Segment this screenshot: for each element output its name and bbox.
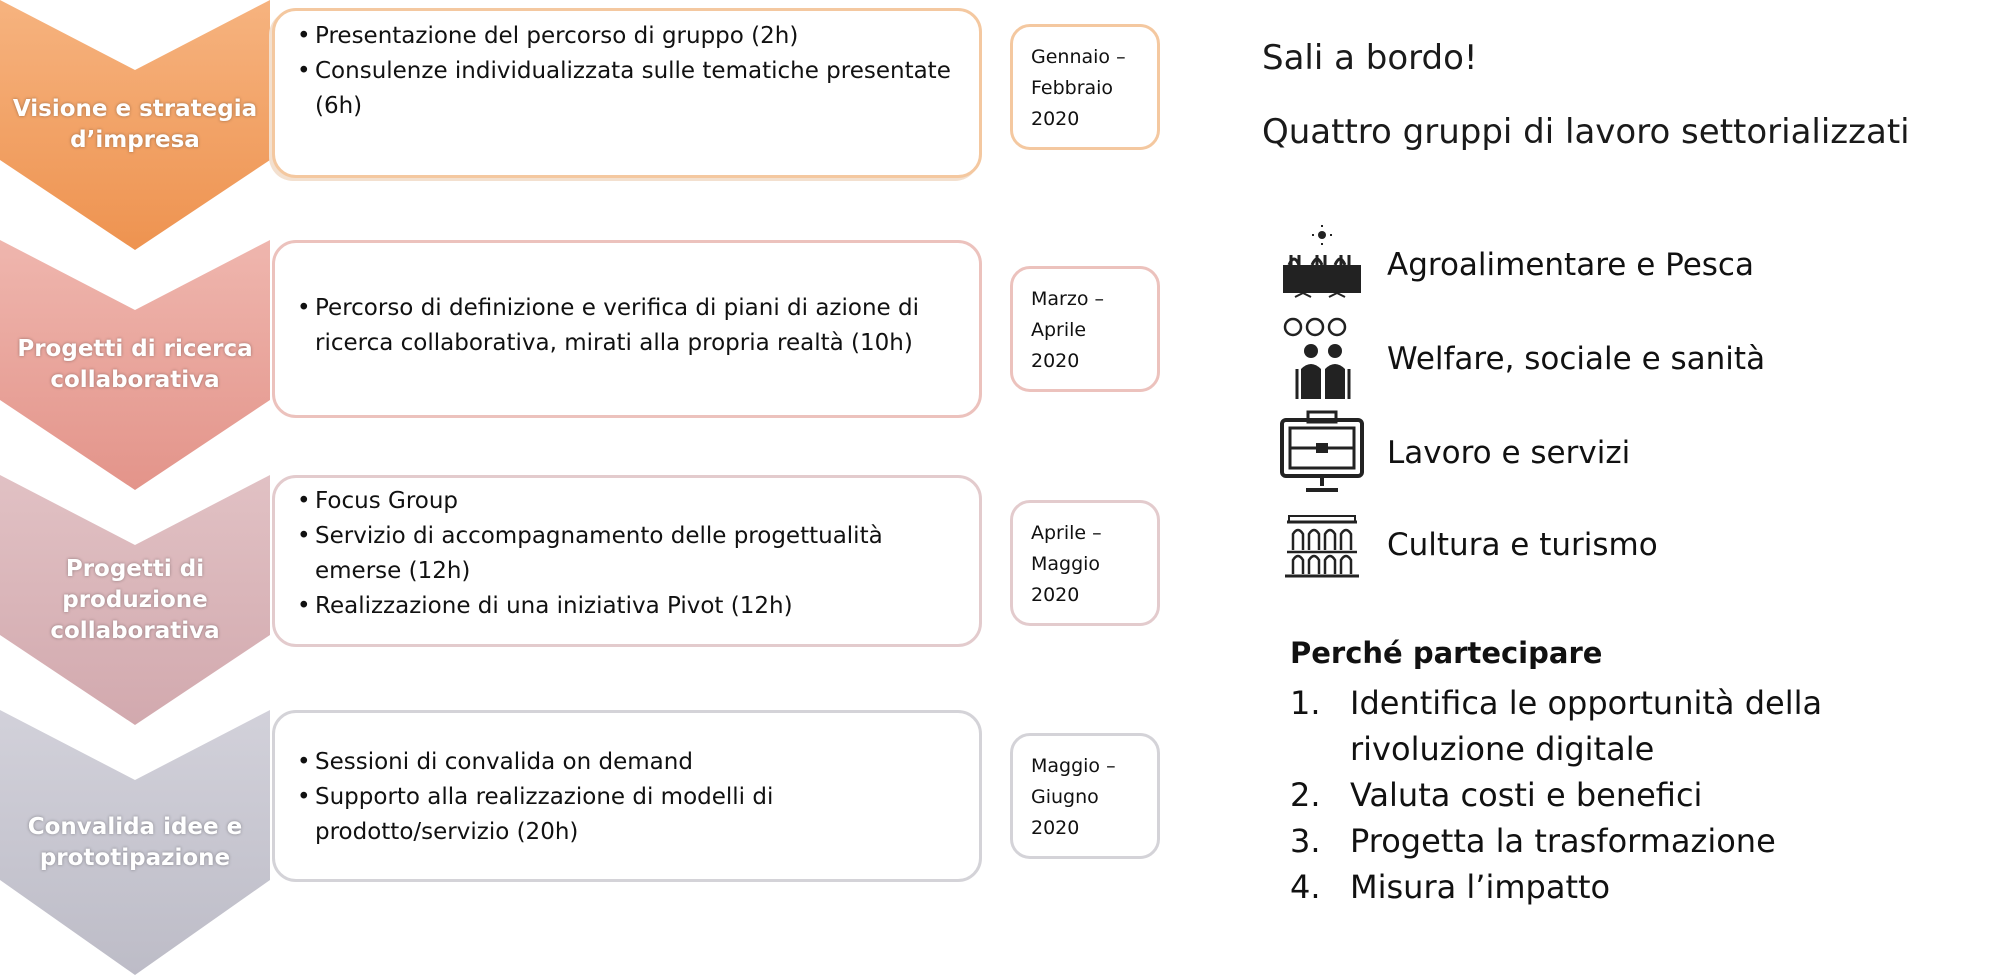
date-badge-3 bbox=[1010, 500, 1160, 626]
stage-chevron-2 bbox=[0, 240, 270, 490]
date-line: 2020 bbox=[1031, 816, 1080, 839]
stage-label: Visione e strategia d’impresa bbox=[12, 96, 258, 153]
bullet-item: • Sessioni di convalida on demand bbox=[297, 745, 963, 780]
date-badge-2 bbox=[1010, 266, 1160, 392]
heading-sali-a-bordo: Sali a bordo! bbox=[1262, 38, 1478, 78]
stage-2-details bbox=[272, 240, 982, 418]
monument-icon bbox=[1277, 502, 1367, 588]
briefcase-monitor-icon bbox=[1277, 410, 1367, 496]
welfare-icon bbox=[1277, 316, 1367, 402]
list-item: 4. Misura l’impatto bbox=[1290, 868, 1611, 906]
date-line: Giugno bbox=[1031, 785, 1099, 808]
why-participate-list bbox=[1290, 680, 2000, 910]
date-line: Aprile – bbox=[1031, 521, 1102, 544]
stage-label: Convalida idee e prototipazione bbox=[27, 813, 243, 871]
stage-label: Progetti di ricerca collaborativa bbox=[17, 336, 253, 393]
list-item: 3. Progetta la trasformazione bbox=[1290, 822, 1776, 860]
stage-label: Progetti di produzione collaborativa bbox=[50, 555, 220, 644]
list-item: 2. Valuta costi e benefici bbox=[1290, 776, 1703, 814]
date-line: Marzo – bbox=[1031, 287, 1104, 310]
date-badge-1 bbox=[1010, 24, 1160, 150]
date-line: 2020 bbox=[1031, 583, 1080, 606]
date-line: Maggio – bbox=[1031, 754, 1116, 777]
bullet-item: • Percorso di definizione e verifica di piani di azione di ricerca collaborativa, mirati alla propria realtà (10h) bbox=[297, 291, 963, 361]
stage-chevron-1 bbox=[0, 0, 270, 250]
date-line: 2020 bbox=[1031, 349, 1080, 372]
date-line: Aprile bbox=[1031, 318, 1087, 341]
date-badge-4 bbox=[1010, 733, 1160, 859]
date-line: Febbraio bbox=[1031, 76, 1114, 99]
stage-4-details bbox=[272, 710, 982, 882]
bullet-item: • Consulenze individualizzata sulle tematiche presentate (6h) bbox=[297, 54, 963, 124]
agriculture-icon bbox=[1277, 222, 1367, 308]
sector-label: Lavoro e servizi bbox=[1387, 435, 1631, 471]
why-participate-title: Perché partecipare bbox=[1290, 636, 1603, 670]
sector-label: Agroalimentare e Pesca bbox=[1387, 247, 1754, 283]
bullet-item: • Supporto alla realizzazione di modelli di prodotto/servizio (20h) bbox=[297, 780, 963, 850]
date-line: Gennaio – bbox=[1031, 45, 1126, 68]
bullet-item: • Presentazione del percorso di gruppo (2h) bbox=[297, 19, 963, 54]
bullet-item: • Focus Group bbox=[297, 484, 963, 519]
sector-label: Welfare, sociale e sanità bbox=[1387, 341, 1766, 377]
sector-label: Cultura e turismo bbox=[1387, 527, 1658, 563]
list-item: 1. Identifica le opportunità della rivoluzione digitale bbox=[1290, 684, 1823, 768]
stage-1-details bbox=[272, 8, 982, 178]
bullet-item: • Servizio di accompagnamento delle progettualità emerse (12h) bbox=[297, 519, 963, 589]
sector-cultura bbox=[1277, 502, 1658, 588]
date-line: 2020 bbox=[1031, 107, 1080, 130]
sector-lavoro bbox=[1277, 410, 1630, 496]
date-line: Maggio bbox=[1031, 552, 1101, 575]
sector-agroalimentare bbox=[1277, 222, 1754, 308]
stage-chevron-3 bbox=[0, 475, 270, 725]
bullet-item: • Realizzazione di una iniziativa Pivot (12h) bbox=[297, 589, 963, 624]
heading-work-groups: Quattro gruppi di lavoro settorializzati bbox=[1262, 112, 1910, 152]
stage-3-details bbox=[272, 475, 982, 647]
sector-welfare bbox=[1277, 316, 1765, 402]
stage-chevron-4 bbox=[0, 710, 270, 975]
